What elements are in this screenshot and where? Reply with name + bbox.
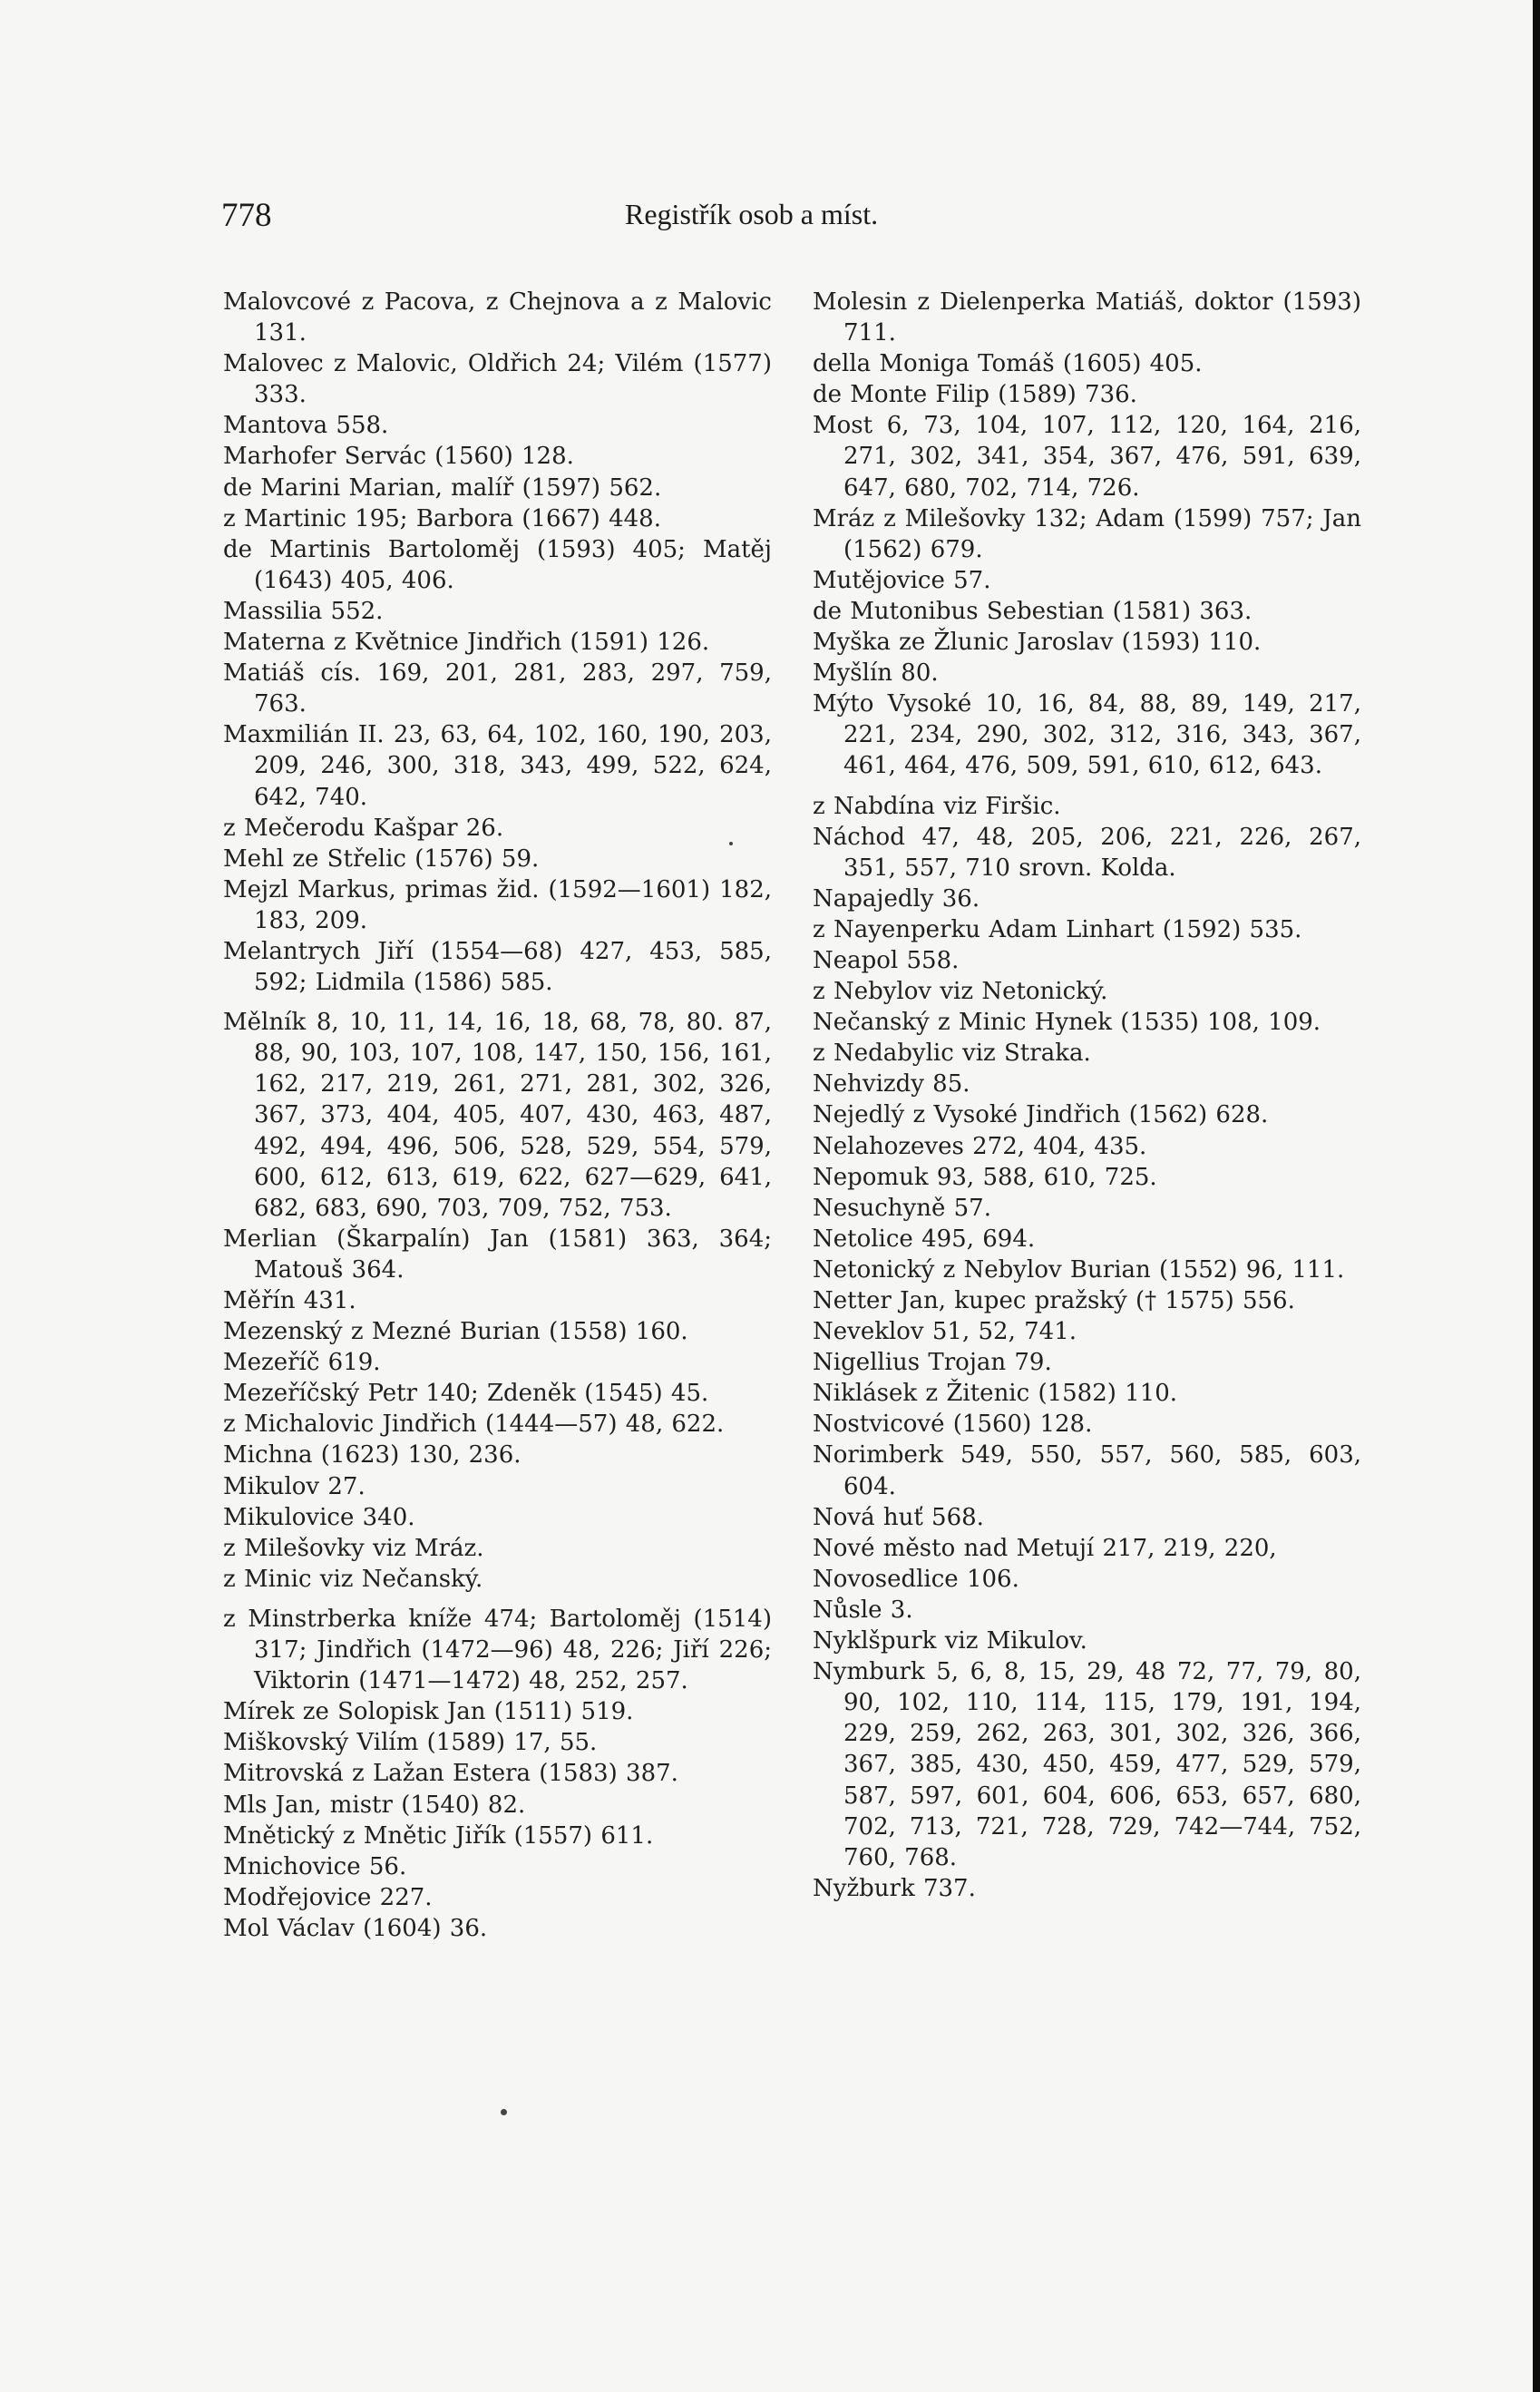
index-entry: Norimberk 549, 550, 557, 560, 585, 603, 604.: [813, 1441, 1361, 1500]
index-entry: Myška ze Žlunic Jaroslav (1593) 110.: [813, 629, 1262, 657]
index-entry: Mezenský z Mezné Burian (1558) 160.: [223, 1318, 688, 1346]
index-entry: Nesuchyně 57.: [813, 1194, 991, 1222]
index-entry: Mýto Vysoké 10, 16, 84, 88, 89, 149, 217, 221, 234, 290, 302, 312, 316, 343, 367, 461, 464, 476, 509, 591, 610, 612, 643.: [813, 690, 1361, 780]
index-entry: Náchod 47, 48, 205, 206, 221, 226, 267, 351, 557, 710 srovn. Kolda.: [813, 823, 1361, 882]
index-entry: Merlian (Škarpalín) Jan (1581) 363, 364; Matouš 364.: [223, 1225, 772, 1284]
index-entry: z Milešovky viz Mráz.: [223, 1534, 484, 1562]
index-entry: z Mečerodu Kašpar 26.: [223, 814, 504, 842]
index-entry: Modřejovice 227.: [223, 1883, 433, 1911]
index-entry: Niklásek z Žitenic (1582) 110.: [813, 1380, 1178, 1408]
index-entry: Nůsle 3.: [813, 1596, 913, 1624]
index-entry: de Monte Filip (1589) 736.: [813, 381, 1137, 409]
index-entry: Nové město nad Metují 217, 219, 220,: [813, 1534, 1277, 1562]
index-entry: z Nedabylic viz Straka.: [813, 1040, 1091, 1068]
index-entry: Mírek ze Solopisk Jan (1511) 519.: [223, 1698, 634, 1726]
index-column-left: [223, 287, 772, 1944]
index-entry: Nymburk 5, 6, 8, 15, 29, 48 72, 77, 79, 80, 90, 102, 110, 114, 115, 179, 191, 194, 229, 259, 262, 263, 301, 302, 326, 366, 367, 385, 430, 450, 459, 477, 529, 579, 587, 597, 601, 604, 606, 653, 657, 680, 702, 713, 721, 728, 729, 742—744, 752, 760, 768.: [813, 1658, 1361, 1871]
index-entry: Mnětický z Mnětic Jiřík (1557) 611.: [223, 1821, 654, 1850]
running-title: Registřík osob a míst.: [625, 198, 879, 230]
index-entry: Nepomuk 93, 588, 610, 725.: [813, 1163, 1157, 1191]
index-entry: Myšlín 80.: [813, 659, 939, 688]
index-entry: Mnichovice 56.: [223, 1852, 407, 1880]
print-speck: [729, 842, 733, 845]
index-entry: Napajedly 36.: [813, 884, 980, 913]
index-entry: Mls Jan, mistr (1540) 82.: [223, 1791, 526, 1819]
index-entry: Mehl ze Střelic (1576) 59.: [223, 845, 540, 873]
index-entry: Matiáš cís. 169, 201, 281, 283, 297, 759, 763.: [223, 659, 772, 718]
index-entry: Nigellius Trojan 79.: [813, 1349, 1052, 1377]
index-entry: Materna z Květnice Jindřich (1591) 126.: [223, 629, 710, 657]
index-entry: z Martinic 195; Barbora (1667) 448.: [223, 504, 661, 532]
index-entry: Nečanský z Minic Hynek (1535) 108, 109.: [813, 1009, 1321, 1037]
index-entry: Neapol 558.: [813, 946, 960, 974]
index-column-right: [813, 287, 1361, 1904]
index-entry: Novosedlice 106.: [813, 1565, 1019, 1593]
index-entry: Neveklov 51, 52, 741.: [813, 1318, 1077, 1346]
index-entry: Mutějovice 57.: [813, 566, 991, 594]
index-entry: Netolice 495, 694.: [813, 1225, 1036, 1253]
index-entry: Mikulov 27.: [223, 1472, 366, 1500]
index-entry: della Moniga Tomáš (1605) 405.: [813, 350, 1203, 378]
index-entry: Mezeříčský Petr 140; Zdeněk (1545) 45.: [223, 1380, 709, 1408]
index-entry: de Marini Marian, malíř (1597) 562.: [223, 474, 662, 502]
index-entry: Nyklšpurk viz Mikulov.: [813, 1627, 1087, 1655]
index-entry: z Nayenperku Adam Linhart (1592) 535.: [813, 915, 1302, 943]
index-entry: z Minic viz Nečanský.: [223, 1565, 483, 1593]
scan-edge: [1533, 0, 1540, 2392]
index-entry: Malovcové z Pacova, z Chejnova a z Malovic 131.: [223, 288, 772, 347]
index-entry: de Mutonibus Sebestian (1581) 363.: [813, 597, 1252, 625]
page-header: [221, 196, 958, 236]
index-entry: Molesin z Dielenperka Matiáš, doktor (1593) 711.: [813, 288, 1361, 347]
index-entry: de Martinis Bartoloměj (1593) 405; Matěj (1643) 405, 406.: [223, 535, 772, 594]
index-entry: Nová huť 568.: [813, 1503, 984, 1531]
index-entry: Měřín 431.: [223, 1287, 356, 1314]
index-entry: Nostvicové (1560) 128.: [813, 1411, 1093, 1439]
print-speck: [501, 2109, 507, 2115]
index-entry: z Minstrberka kníže 474; Bartoloměj (1514) 317; Jindřich (1472—96) 48, 226; Jiří 226; Viktorin (1471—1472) 48, 252, 257.: [223, 1605, 772, 1695]
index-entry: Mitrovská z Lažan Estera (1583) 387.: [223, 1760, 678, 1788]
index-entry: Mráz z Milešovky 132; Adam (1599) 757; Jan (1562) 679.: [813, 504, 1361, 563]
index-entry: Nehvizdy 85.: [813, 1070, 970, 1098]
index-entry: Malovec z Malovic, Oldřich 24; Vilém (1577) 333.: [223, 350, 772, 409]
index-entry: Mikulovice 340.: [223, 1503, 415, 1531]
index-entry: Maxmilián II. 23, 63, 64, 102, 160, 190, 203, 209, 246, 300, 318, 343, 499, 522, 624, 642, 740.: [223, 721, 772, 811]
page-number: 778: [221, 197, 272, 234]
index-entry: Mejzl Markus, primas žid. (1592—1601) 182, 183, 209.: [223, 875, 772, 934]
index-entry: z Nebylov viz Netonický.: [813, 978, 1108, 1006]
index-entry: Miškovský Vilím (1589) 17, 55.: [223, 1729, 598, 1757]
index-entry: Mezeříč 619.: [223, 1349, 381, 1377]
index-entry: z Nabdína viz Firšic.: [813, 792, 1061, 820]
index-entry: Mělník 8, 10, 11, 14, 16, 18, 68, 78, 80. 87, 88, 90, 103, 107, 108, 147, 150, 156, 161, 162, 217, 219, 261, 271, 281, 302, 326, 367, 373, 404, 405, 407, 430, 463, 487, 492, 494, 496, 506, 528, 529, 554, 579, 600, 612, 613, 619, 622, 627—629, 641, 682, 683, 690, 703, 709, 752, 753.: [223, 1009, 772, 1222]
index-entry: Massilia 552.: [223, 597, 384, 625]
index-entry: Mantova 558.: [223, 412, 389, 440]
index-entry: Nejedlý z Vysoké Jindřich (1562) 628.: [813, 1101, 1269, 1129]
index-entry: Nyžburk 737.: [813, 1874, 976, 1902]
index-entry: Melantrych Jiří (1554—68) 427, 453, 585, 592; Lidmila (1586) 585.: [223, 937, 772, 997]
index-entry: Most 6, 73, 104, 107, 112, 120, 164, 216, 271, 302, 341, 354, 367, 476, 591, 639, 647, 680, 702, 714, 726.: [813, 412, 1361, 502]
index-entry: Netonický z Nebylov Burian (1552) 96, 111.: [813, 1255, 1345, 1284]
index-entry: Nelahozeves 272, 404, 435.: [813, 1132, 1147, 1160]
index-entry: Mol Václav (1604) 36.: [223, 1914, 488, 1942]
index-entry: Netter Jan, kupec pražský († 1575) 556.: [813, 1287, 1295, 1314]
index-entry: Marhofer Servác (1560) 128.: [223, 443, 574, 471]
index-entry: Michna (1623) 130, 236.: [223, 1441, 521, 1469]
index-entry: z Michalovic Jindřich (1444—57) 48, 622.: [223, 1411, 725, 1439]
